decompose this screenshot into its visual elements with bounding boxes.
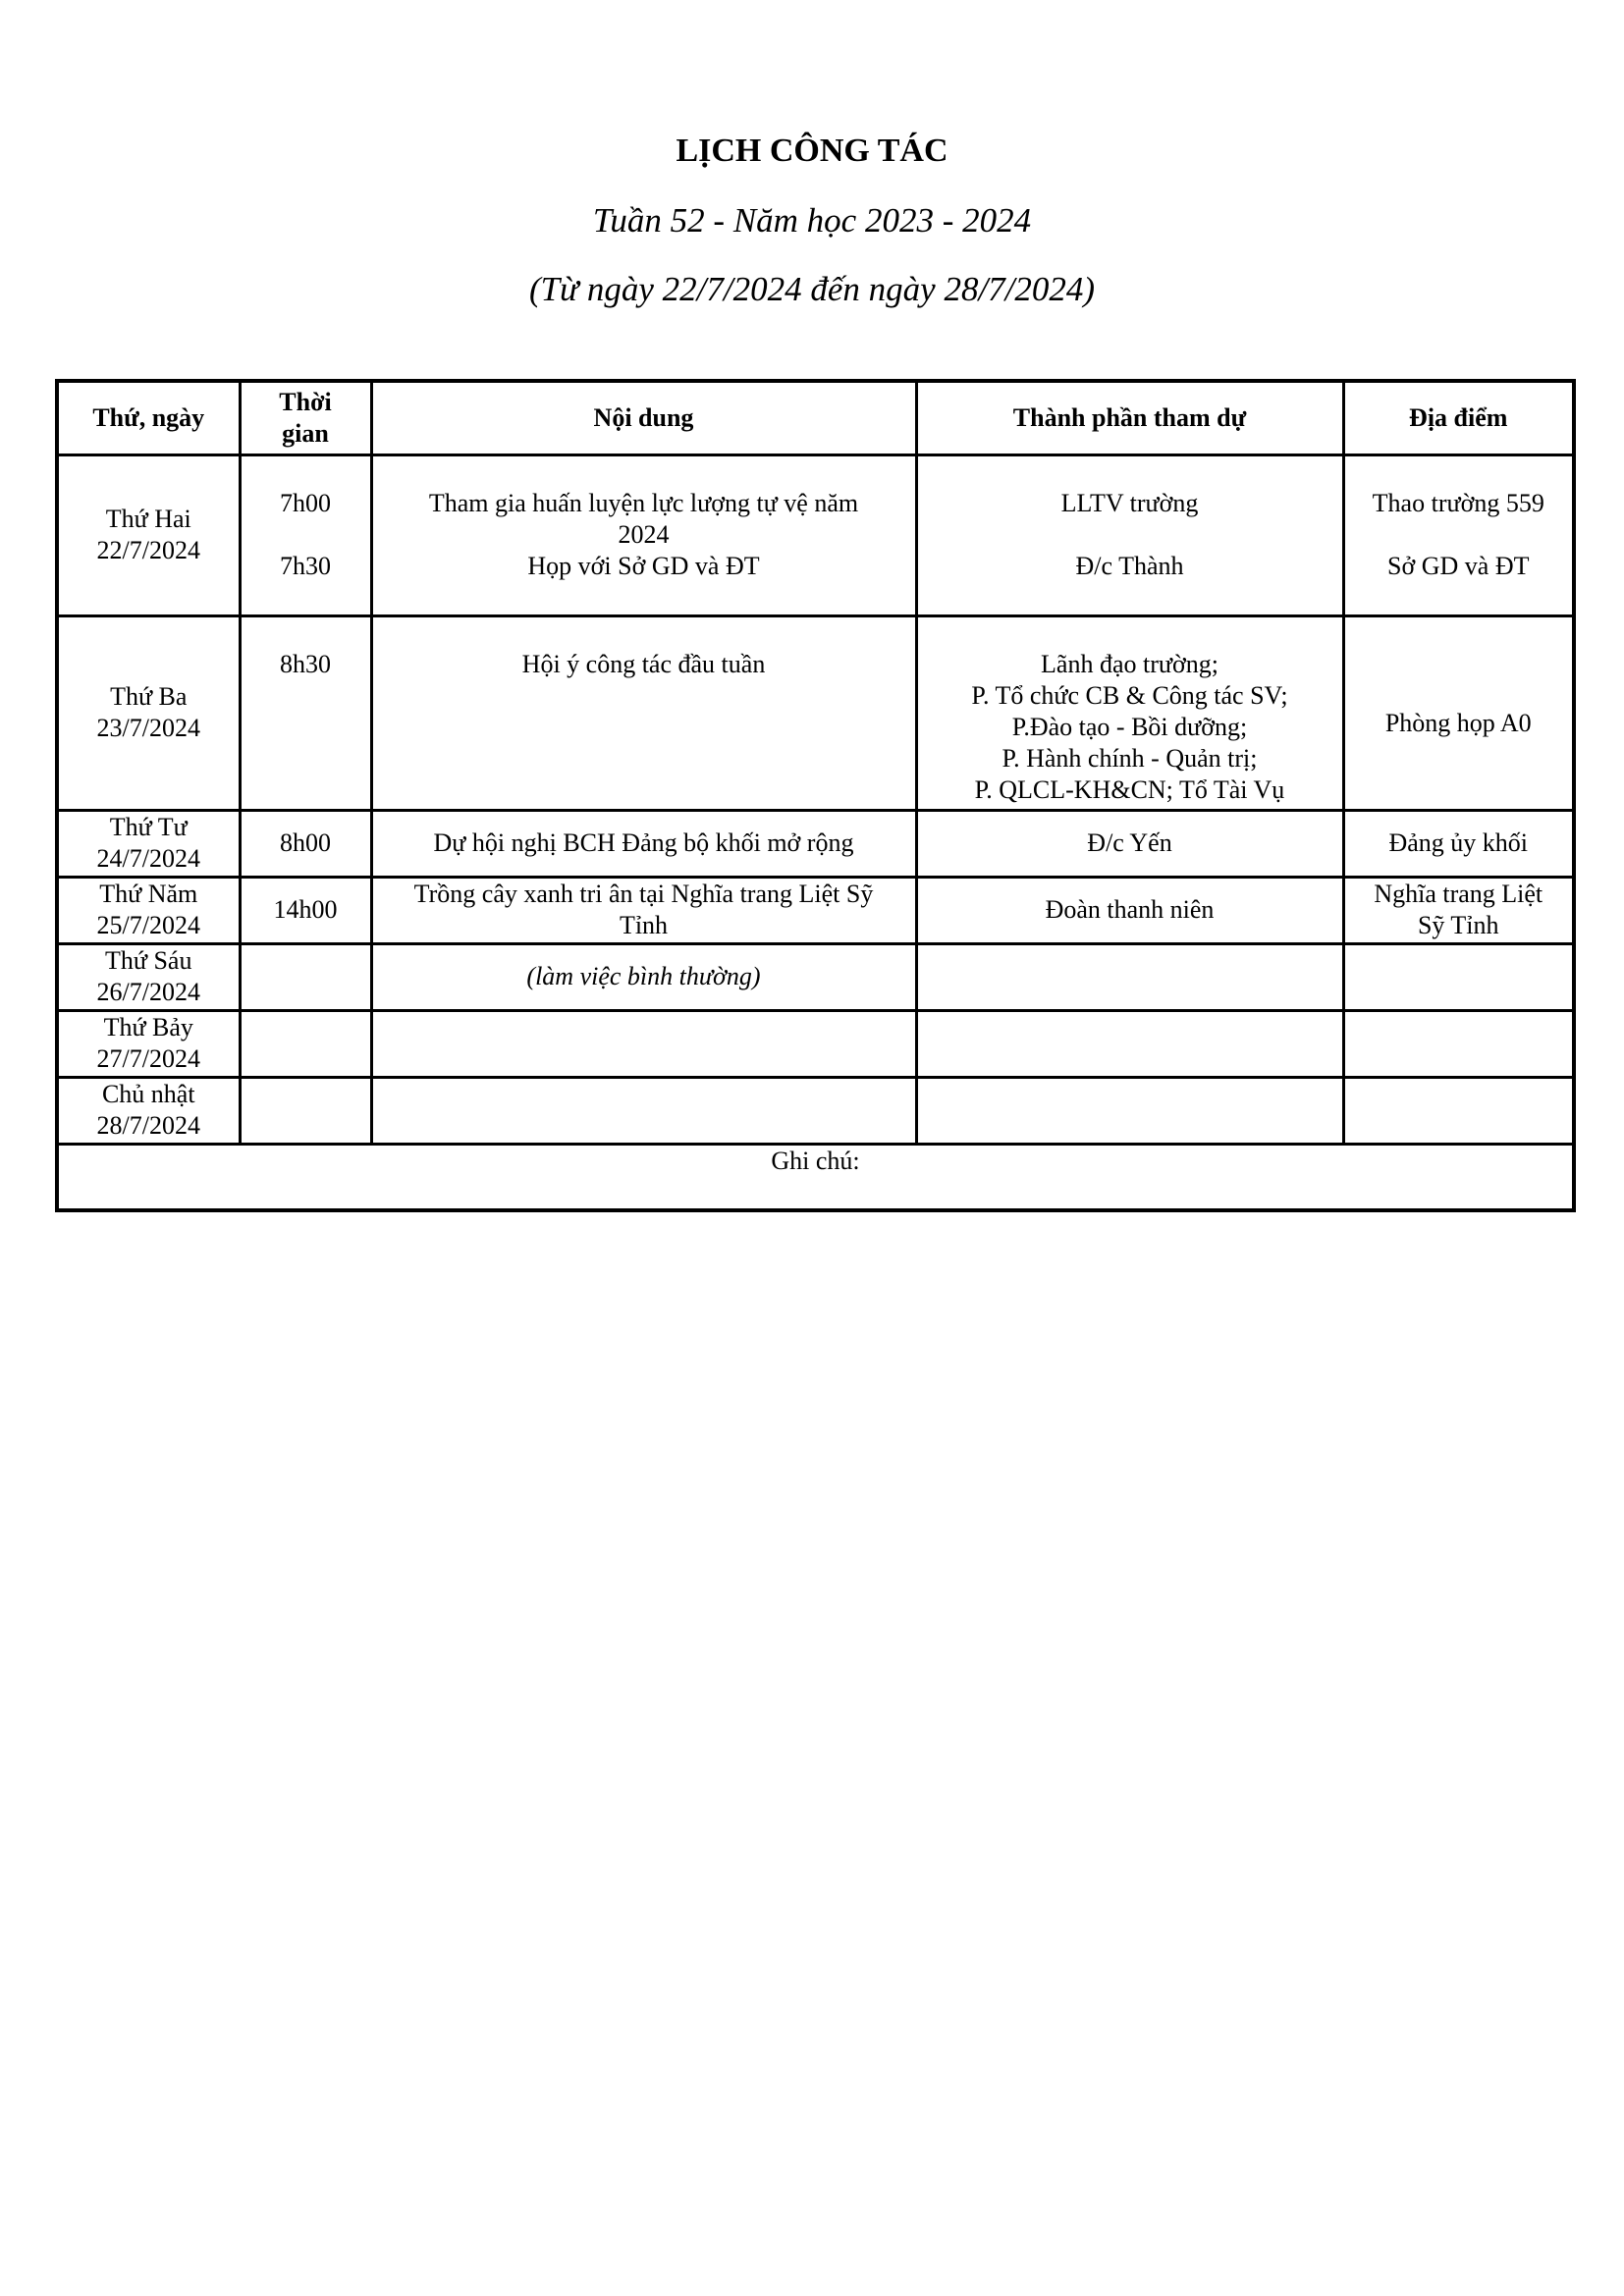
- day-cell: [57, 877, 240, 943]
- day-cell: [57, 943, 240, 1010]
- participants-cell: [916, 943, 1343, 1010]
- participants-cell: [916, 615, 1343, 810]
- day-name: Thứ Tư: [109, 813, 188, 841]
- day-date: 22/7/2024: [96, 536, 200, 564]
- header-time-line2: gian: [282, 418, 329, 448]
- participants-text: Đ/c Thành: [1075, 551, 1184, 580]
- content-cell: Dự hội nghị BCH Đảng bộ khối mở rộng: [371, 810, 916, 877]
- time-cell: [240, 615, 371, 810]
- location-cell: [1343, 943, 1574, 1010]
- content-text: Hội ý công tác đầu tuần: [521, 649, 766, 678]
- day-cell: [57, 810, 240, 877]
- participants-cell: [916, 1077, 1343, 1144]
- content-cell: [371, 877, 916, 943]
- location-cell: [1343, 1010, 1574, 1077]
- time-cell: [240, 454, 371, 615]
- day-date: 28/7/2024: [96, 1111, 200, 1140]
- day-cell: [57, 1010, 240, 1077]
- document-subtitle: Tuần 52 - Năm học 2023 - 2024: [592, 201, 1032, 240]
- time-value: 7h00: [280, 488, 331, 517]
- schedule-table: [55, 379, 1576, 1212]
- table-row: [57, 454, 1574, 615]
- day-cell: [57, 454, 240, 615]
- location-text: Nghĩa trang Liệt: [1374, 880, 1543, 908]
- header-row: [57, 381, 1574, 454]
- participants-text: P. Tổ chức CB & Công tác SV;: [971, 680, 1288, 710]
- participants-text: P. QLCL-KH&CN; Tổ Tài Vụ: [974, 774, 1285, 804]
- participants-text: P. Hành chính - Quản trị;: [1001, 743, 1258, 773]
- day-name: Thứ Sáu: [105, 946, 192, 975]
- day-date: 23/7/2024: [96, 714, 200, 742]
- participants-cell: [916, 1010, 1343, 1077]
- location-cell: [1343, 877, 1574, 943]
- time-value: 7h30: [280, 551, 331, 580]
- header-time-line1: Thời: [279, 387, 332, 416]
- day-name: Thứ Bảy: [103, 1013, 193, 1041]
- time-cell: [240, 1077, 371, 1144]
- date-range: (Từ ngày 22/7/2024 đến ngày 28/7/2024): [528, 270, 1096, 308]
- day-name: Thứ Năm: [99, 880, 198, 908]
- table-row: [57, 943, 1574, 1010]
- day-cell: [57, 615, 240, 810]
- time-cell: 14h00: [240, 877, 371, 943]
- day-cell: [57, 1077, 240, 1144]
- header-day: Thứ, ngày: [57, 381, 240, 454]
- note-label: Ghi chú:: [57, 1144, 1574, 1210]
- location-cell: Đảng ủy khối: [1343, 810, 1574, 877]
- day-date: 25/7/2024: [96, 911, 200, 939]
- location-text: Sỹ Tỉnh: [1417, 911, 1499, 939]
- content-text: Trồng cây xanh tri ân tại Nghĩa trang Liệt Sỹ: [413, 880, 874, 908]
- participants-text: Lãnh đạo trường;: [1041, 649, 1218, 678]
- content-text: Tỉnh: [619, 911, 669, 939]
- content-text: Họp với Sở GD và ĐT: [527, 551, 760, 580]
- day-date: 27/7/2024: [96, 1044, 200, 1073]
- header-time: [240, 381, 371, 454]
- table-row: [57, 1010, 1574, 1077]
- note-row: [57, 1144, 1574, 1210]
- day-name: Thứ Hai: [105, 505, 191, 533]
- content-text: Tham gia huấn luyện lực lượng tự vệ năm: [428, 488, 859, 517]
- location-cell: [1343, 615, 1574, 810]
- header-location: Địa điểm: [1343, 381, 1574, 454]
- location-text: Phòng họp A0: [1384, 709, 1532, 737]
- location-cell: [1343, 454, 1574, 615]
- table-row: [57, 877, 1574, 943]
- day-date: 26/7/2024: [96, 978, 200, 1006]
- participants-text: LLTV trường: [1060, 488, 1199, 517]
- participants-cell: [916, 454, 1343, 615]
- header-content: Nội dung: [371, 381, 916, 454]
- location-text: Thao trường 559: [1372, 488, 1544, 517]
- content-cell: (làm việc bình thường): [371, 943, 916, 1010]
- day-name: Chủ nhật: [101, 1080, 195, 1108]
- header-participants: Thành phần tham dự: [916, 381, 1343, 454]
- participants-cell: Đoàn thanh niên: [916, 877, 1343, 943]
- day-name: Thứ Ba: [110, 682, 188, 711]
- table-row: [57, 615, 1574, 810]
- participants-cell: Đ/c Yến: [916, 810, 1343, 877]
- table-row: [57, 810, 1574, 877]
- content-cell: [371, 454, 916, 615]
- location-cell: [1343, 1077, 1574, 1144]
- participants-text: P.Đào tạo - Bồi dưỡng;: [1011, 712, 1248, 741]
- content-cell: [371, 1077, 916, 1144]
- location-text: Sở GD và ĐT: [1387, 551, 1530, 580]
- time-cell: 8h00: [240, 810, 371, 877]
- time-value: 8h30: [280, 649, 331, 678]
- time-cell: [240, 1010, 371, 1077]
- content-cell: [371, 615, 916, 810]
- content-text: 2024: [618, 519, 670, 549]
- time-cell: [240, 943, 371, 1010]
- table-row: [57, 1077, 1574, 1144]
- day-date: 24/7/2024: [96, 844, 200, 873]
- content-cell: [371, 1010, 916, 1077]
- document-title: LỊCH CÔNG TÁC: [676, 133, 948, 169]
